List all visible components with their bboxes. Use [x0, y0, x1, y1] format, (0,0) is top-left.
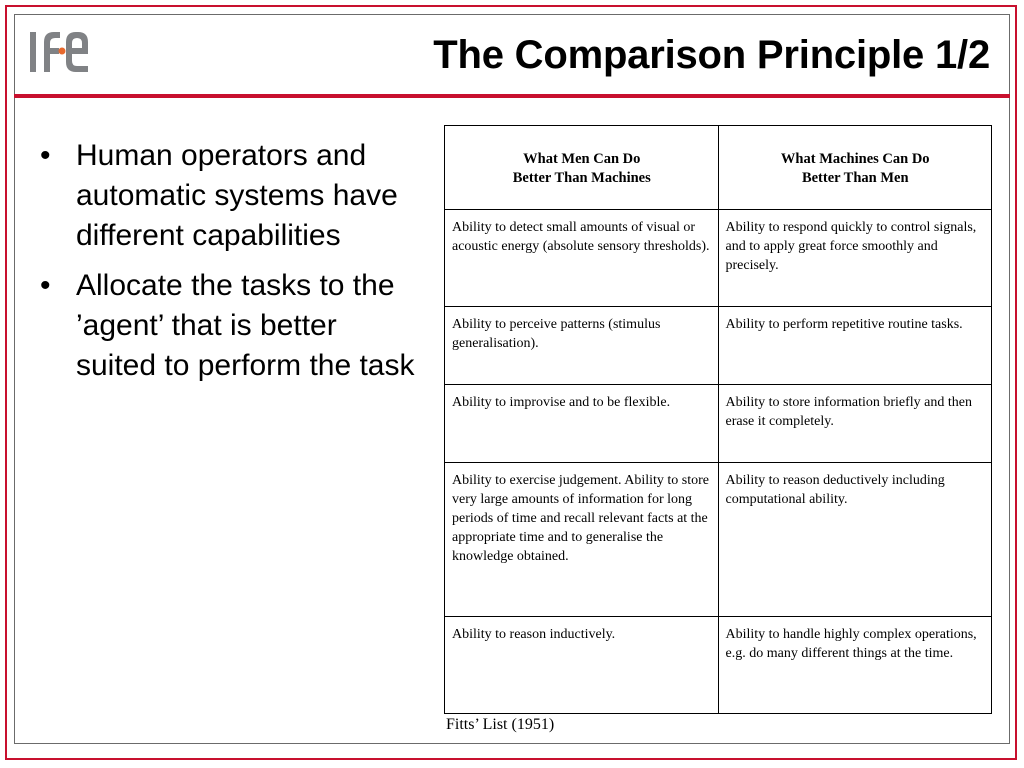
table-source-caption: Fitts’ List (1951) — [446, 716, 555, 733]
table-cell-men: Ability to detect small amounts of visual or acoustic energy (absolute sensory thresholds). — [445, 210, 719, 307]
bullet-text: Human operators and automatic systems have different capabilities — [76, 139, 398, 252]
bullet-list — [34, 136, 424, 396]
ife-logo — [28, 28, 90, 76]
table-cell-machines: Ability to reason deductively including computational ability. — [718, 463, 992, 617]
table-cell-men: Ability to perceive patterns (stimulus generalisation). — [445, 307, 719, 385]
table-header-row — [445, 126, 992, 210]
table-cell-machines: Ability to respond quickly to control signals, and to apply great force smoothly and precisely. — [718, 210, 992, 307]
table-row — [445, 307, 992, 385]
table-cell-men: Ability to improvise and to be flexible. — [445, 385, 719, 463]
header-men-line1: What Men Can Do — [523, 150, 641, 167]
header-men-line2: Better Than Machines — [512, 169, 651, 186]
bullet-item — [34, 136, 424, 256]
table-row — [445, 210, 992, 307]
fitts-list-table — [444, 125, 992, 714]
table-cell-machines: Ability to handle highly complex operations, e.g. do many different things at the time. — [718, 617, 992, 714]
table-cell-machines: Ability to store information briefly and then erase it completely. — [718, 385, 992, 463]
header-men — [445, 126, 719, 210]
header-machines-line1: What Machines Can Do — [780, 150, 930, 167]
table-cell-men: Ability to reason inductively. — [445, 617, 719, 714]
table-row — [445, 617, 992, 714]
bullet-text: Allocate the tasks to the ’agent’ that is better suited to perform the task — [76, 269, 415, 382]
table-row — [445, 463, 992, 617]
table-cell-men: Ability to exercise judgement. Ability to store very large amounts of information for long periods of time and recall relevant facts at the appropriate time and to generalise the knowledge obtained. — [445, 463, 719, 617]
bullet-marker: • — [40, 139, 51, 172]
bullet-marker: • — [40, 269, 51, 302]
table-row — [445, 385, 992, 463]
page-title: The Comparison Principle 1/2 — [433, 33, 990, 77]
title-divider — [14, 94, 1010, 98]
header-machines-line2: Better Than Men — [801, 169, 909, 186]
header-machines — [718, 126, 992, 210]
bullet-item — [34, 266, 424, 386]
table-cell-machines: Ability to perform repetitive routine tasks. — [718, 307, 992, 385]
